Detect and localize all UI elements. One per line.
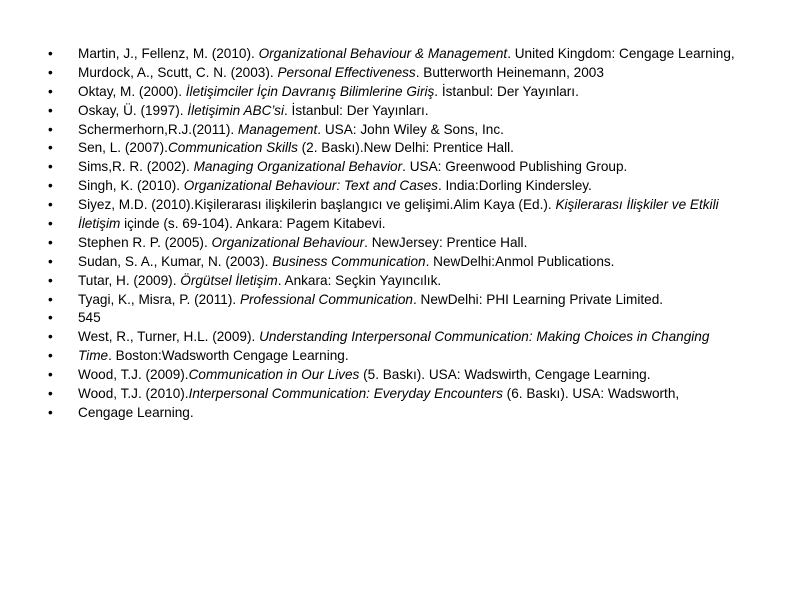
- reference-text: Schermerhorn,R.J.(2011).: [78, 121, 238, 137]
- reference-text: Siyez, M.D. (2010).Kişilerarası ilişkilerin başlangıcı ve gelişimi.Alim Kaya (Ed.).: [78, 197, 556, 213]
- reference-text: (5. Baskı). USA: Wadswirth, Cengage Learning.: [359, 367, 651, 383]
- reference-title: İletişimciler İçin Davranış Bilimlerine Giriş: [185, 83, 435, 99]
- reference-title: Organizational Behaviour: Text and Cases: [183, 178, 438, 194]
- reference-text: (2. Baskı).New Delhi: Prentice Hall.: [297, 140, 514, 156]
- reference-title: Time: [78, 348, 109, 364]
- reference-text: . Ankara: Seçkin Yayıncılık.: [277, 272, 442, 288]
- reference-text: 545: [78, 310, 101, 326]
- reference-text: Sen, L. (2007).: [78, 140, 168, 156]
- reference-title: İletişimin ABC’si: [187, 102, 284, 118]
- reference-title: Organizational Behaviour: [211, 234, 365, 250]
- reference-text: Cengage Learning.: [78, 404, 194, 420]
- reference-text: . NewJersey: Prentice Hall.: [364, 234, 528, 250]
- reference-item: [48, 292, 758, 307]
- reference-title: Personal Effectiveness: [277, 64, 416, 80]
- reference-text: Tyagi, K., Misra, P. (2011).: [78, 291, 240, 307]
- reference-title: Organizational Behaviour & Management: [258, 46, 508, 61]
- reference-title: Kişilerarası İlişkiler ve Etkili: [555, 197, 719, 213]
- reference-item: [48, 197, 758, 212]
- reference-item: [48, 159, 758, 174]
- reference-item: [48, 140, 758, 155]
- reference-item: [48, 254, 758, 269]
- reference-item: [48, 216, 758, 231]
- reference-list: [48, 46, 758, 424]
- reference-item: [48, 84, 758, 99]
- reference-text: . NewDelhi: PHI Learning Private Limited.: [412, 291, 664, 307]
- reference-item: [48, 46, 758, 61]
- reference-text: . USA: John Wiley & Sons, Inc.: [317, 121, 504, 137]
- reference-item: [48, 310, 758, 325]
- reference-title: Managing Organizational Behavior: [193, 159, 403, 175]
- reference-text: içinde (s. 69-104). Ankara: Pagem Kitabevi.: [120, 216, 386, 232]
- reference-item: [48, 122, 758, 137]
- reference-text: . Boston:Wadsworth Cengage Learning.: [108, 348, 349, 364]
- reference-title: Communication Skills: [167, 140, 298, 156]
- reference-text: Stephen R. P. (2005).: [78, 234, 212, 250]
- reference-text: . United Kingdom: Cengage Learning,: [507, 46, 735, 61]
- reference-title: Interpersonal Communication: Everyday Encounters: [188, 386, 503, 402]
- reference-text: . Butterworth Heinemann, 2003: [415, 64, 604, 80]
- reference-title: Understanding Interpersonal Communication: Making Choices in Changing: [259, 329, 710, 345]
- reference-text: (6. Baskı). USA: Wadsworth,: [502, 386, 680, 402]
- reference-text: . NewDelhi:Anmol Publications.: [425, 253, 615, 269]
- reference-text: . India:Dorling Kindersley.: [437, 178, 592, 194]
- reference-item: [48, 405, 758, 420]
- reference-text: West, R., Turner, H.L. (2009).: [78, 329, 260, 345]
- reference-title: Communication in Our Lives: [188, 367, 360, 383]
- reference-text: . İstanbul: Der Yayınları.: [284, 102, 429, 118]
- reference-text: . USA: Greenwood Publishing Group.: [402, 159, 628, 175]
- reference-item: [48, 367, 758, 382]
- reference-text: Sims,R. R. (2002).: [78, 159, 194, 175]
- reference-item: [48, 273, 758, 288]
- reference-text: Murdock, A., Scutt, C. N. (2003).: [78, 64, 278, 80]
- reference-text: Oktay, M. (2000).: [78, 83, 186, 99]
- reference-title: Örgütsel İletişim: [180, 272, 278, 288]
- reference-title: Professional Communication: [239, 291, 413, 307]
- reference-item: [48, 103, 758, 118]
- reference-item: [48, 386, 758, 401]
- reference-item: [48, 329, 758, 344]
- reference-item: [48, 178, 758, 193]
- reference-text: Wood, T.J. (2010).: [78, 386, 189, 402]
- reference-title: İletişim: [78, 216, 121, 232]
- reference-item: [48, 348, 758, 363]
- reference-item: [48, 65, 758, 80]
- reference-text: Sudan, S. A., Kumar, N. (2003).: [78, 253, 273, 269]
- reference-text: Wood, T.J. (2009).: [78, 367, 189, 383]
- reference-title: Business Communication: [272, 253, 426, 269]
- reference-text: Singh, K. (2010).: [78, 178, 184, 194]
- reference-text: Tutar, H. (2009).: [78, 272, 181, 288]
- reference-title: Management: [237, 121, 318, 137]
- reference-text: Martin, J., Fellenz, M. (2010).: [78, 46, 259, 61]
- reference-item: [48, 235, 758, 250]
- reference-text: . İstanbul: Der Yayınları.: [434, 83, 579, 99]
- reference-text: Oskay, Ü. (1997).: [78, 102, 188, 118]
